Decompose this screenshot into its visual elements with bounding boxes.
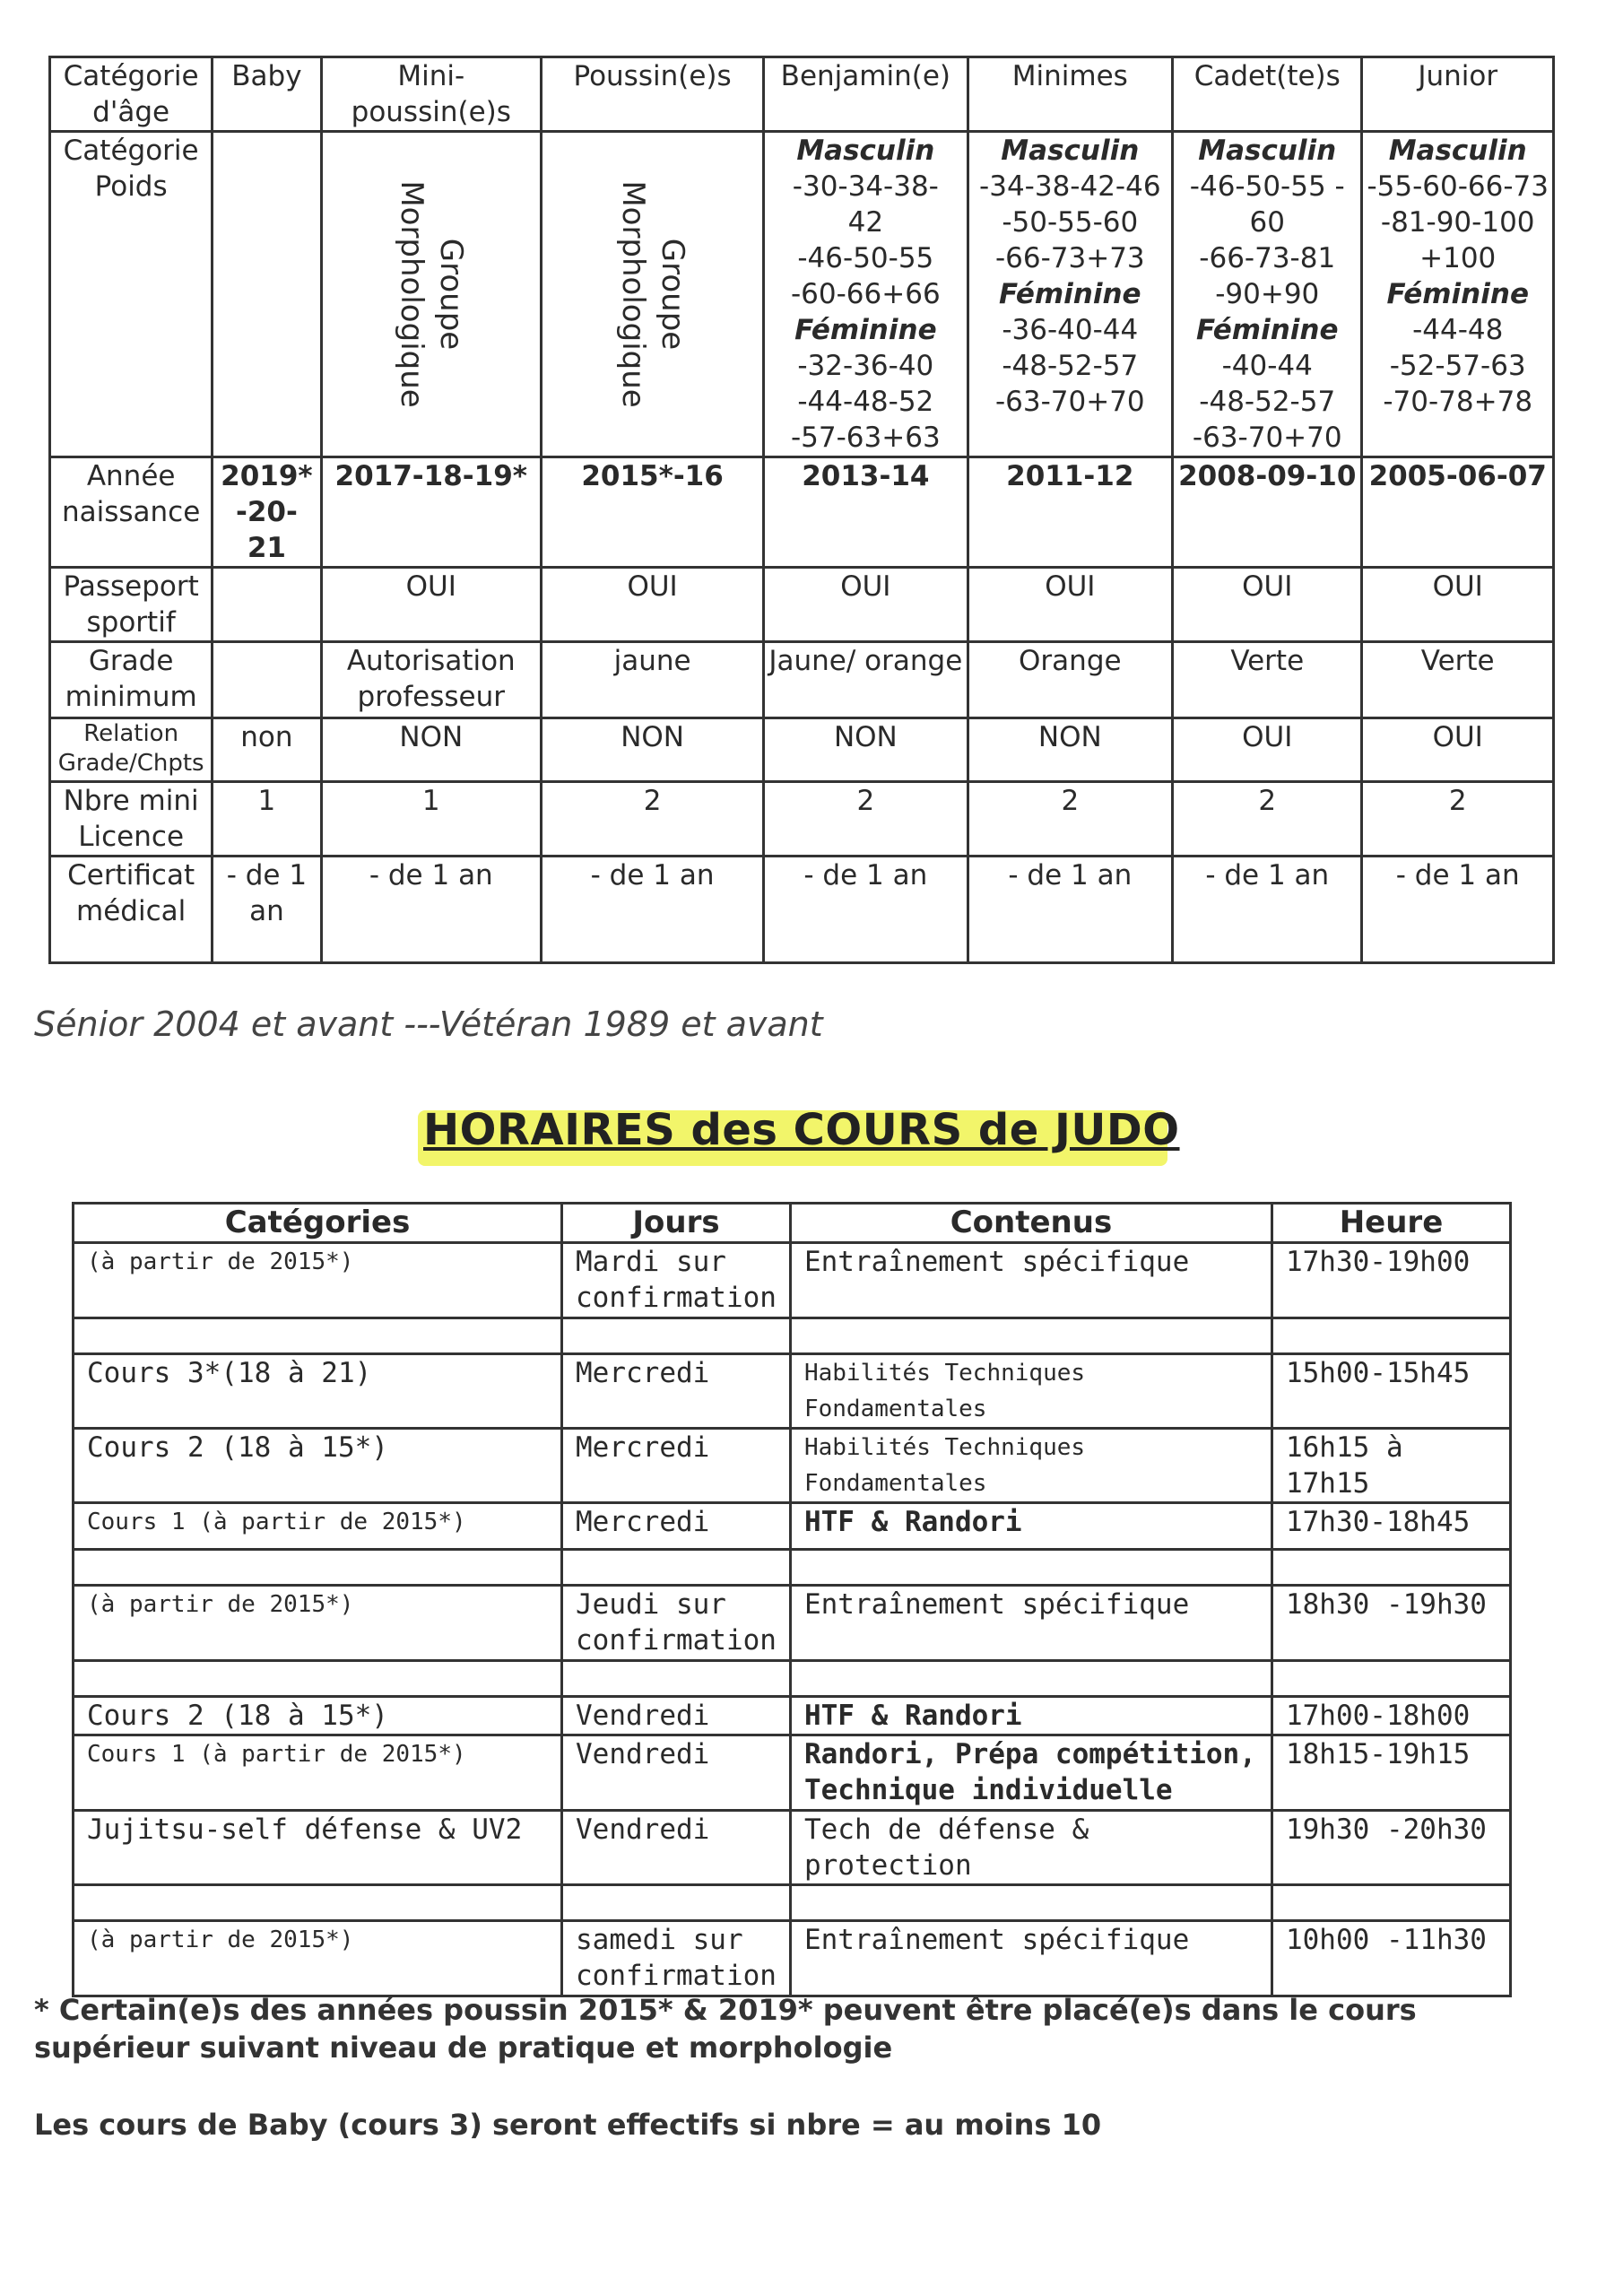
table-cell: 1	[321, 782, 542, 857]
table-cell: 2019* -20-21	[213, 457, 321, 568]
schedule-row	[74, 1429, 1511, 1503]
weight-value: -48-52-57	[1199, 386, 1336, 418]
senior-veteran-note: Sénior 2004 et avant ---Vétéran 1989 et avant	[34, 1004, 823, 1044]
header-categories: Catégories	[74, 1204, 562, 1243]
schedule-day	[562, 1550, 791, 1586]
weight-value: -46-50-55 -	[1189, 170, 1345, 203]
weight-value: -44-48-52	[797, 386, 934, 418]
schedule-day	[562, 1318, 791, 1354]
row-label: Nbre mini Licence	[50, 782, 213, 857]
weight-sex-label: Masculin	[796, 135, 935, 167]
weight-value: -30-34-38-	[792, 170, 939, 203]
weight-value: -81-90-100	[1380, 206, 1535, 239]
schedule-content: HTF & Randori	[790, 1503, 1271, 1550]
table-cell: - de 1 an	[968, 857, 1173, 963]
table-cell: NON	[968, 718, 1173, 782]
table-cell: non	[213, 718, 321, 782]
weight-sex-label: Masculin	[1388, 135, 1527, 167]
table-cell: Autorisation professeur	[321, 642, 542, 718]
row-label: Grade minimum	[50, 642, 213, 718]
schedule-time: 17h00-18h00	[1271, 1697, 1510, 1735]
table-cell: 2	[542, 782, 764, 857]
medical-row	[50, 857, 1554, 963]
weight-value: +100	[1419, 242, 1497, 274]
schedule-category: Cours 1 (à partir de 2015*)	[74, 1735, 562, 1811]
schedule-row	[74, 1243, 1511, 1318]
row-label: Relation Grade/Chpts	[50, 718, 213, 782]
table-cell: 2008-09-10	[1173, 457, 1362, 568]
weights-minimes	[968, 132, 1173, 457]
header-benjamin: Benjamin(e)	[764, 57, 968, 132]
table-cell: 2013-14	[764, 457, 968, 568]
table-cell: 2	[1173, 782, 1362, 857]
weight-value: -36-40-44	[1002, 314, 1139, 346]
weight-baby-cell	[213, 132, 321, 457]
schedule-content	[790, 1318, 1271, 1354]
schedule-day	[562, 1661, 791, 1697]
table-cell: 1	[213, 782, 321, 857]
weight-sex-label: Féminine	[1386, 278, 1529, 310]
weight-row-label: Catégorie Poids	[50, 132, 213, 457]
table-cell: Jaune/ orange	[764, 642, 968, 718]
schedule-time: 18h30 -19h30	[1271, 1586, 1510, 1661]
morpho-group-poussin: Groupe Morphologique	[542, 132, 764, 457]
table-cell: OUI	[1173, 718, 1362, 782]
category-header-row	[50, 57, 1554, 132]
table-cell: - de 1 an	[764, 857, 968, 963]
weight-value: -44-48	[1412, 314, 1504, 346]
schedule-time: 18h15-19h15	[1271, 1735, 1510, 1811]
schedule-table	[72, 1202, 1512, 1997]
weight-value: -48-52-57	[1002, 350, 1139, 382]
schedule-row	[74, 1354, 1511, 1429]
schedule-time: 15h00-15h45	[1271, 1354, 1510, 1429]
schedule-time: 10h00 -11h30	[1271, 1921, 1510, 1996]
schedule-body	[74, 1243, 1511, 1996]
schedule-content: Entraînement spécifique	[790, 1586, 1271, 1661]
table-cell: 2	[968, 782, 1173, 857]
table-cell: 2	[1362, 782, 1554, 857]
weights-junior	[1362, 132, 1554, 457]
table-cell: 2017-18-19*	[321, 457, 542, 568]
weight-value: 60	[1249, 206, 1285, 239]
table-cell: Verte	[1362, 642, 1554, 718]
schedule-day: samedi sur confirmation	[562, 1921, 791, 1996]
schedule-time: 17h30-19h00	[1271, 1243, 1510, 1318]
table-cell: Orange	[968, 642, 1173, 718]
weight-sex-label: Masculin	[1001, 135, 1140, 167]
table-cell: OUI	[764, 568, 968, 642]
schedule-content: Habilités Techniques Fondamentales	[790, 1354, 1271, 1429]
schedule-time	[1271, 1885, 1510, 1921]
schedule-row	[74, 1318, 1511, 1354]
table-cell: jaune	[542, 642, 764, 718]
schedule-day	[562, 1885, 791, 1921]
weight-value: -70-78+78	[1383, 386, 1533, 418]
schedule-content: HTF & Randori	[790, 1697, 1271, 1735]
table-cell: - de 1 an	[213, 857, 321, 963]
weight-value: -57-63+63	[790, 422, 941, 454]
schedule-category: Cours 2 (18 à 15*)	[74, 1429, 562, 1503]
weight-value: -66-73-81	[1199, 242, 1336, 274]
header-mini-poussin: Mini-poussin(e)s	[321, 57, 542, 132]
category-table	[48, 56, 1555, 964]
schedule-content	[790, 1550, 1271, 1586]
schedule-row	[74, 1735, 1511, 1811]
header-poussin: Poussin(e)s	[542, 57, 764, 132]
header-contents: Contenus	[790, 1204, 1271, 1243]
schedule-category: Jujitsu-self défense & UV2	[74, 1811, 562, 1885]
schedule-time	[1271, 1550, 1510, 1586]
licence-row	[50, 782, 1554, 857]
table-cell: 2011-12	[968, 457, 1173, 568]
row-label: Certificat médical	[50, 857, 213, 963]
weight-sex-label: Féminine	[999, 278, 1141, 310]
schedule-time: 19h30 -20h30	[1271, 1811, 1510, 1885]
weight-value: -66-73+73	[994, 242, 1145, 274]
morpho-group-mini: Groupe Morphologique	[321, 132, 542, 457]
footnote-placement: * Certain(e)s des années poussin 2015* & 2019* peuvent être placé(e)s dans le cours supérieur suivant niveau de pratique et morphologie	[34, 1993, 1417, 2065]
header-junior: Junior	[1362, 57, 1554, 132]
schedule-category: (à partir de 2015*)	[74, 1586, 562, 1661]
table-cell: Verte	[1173, 642, 1362, 718]
weight-row	[50, 132, 1554, 457]
schedule-row	[74, 1503, 1511, 1550]
weight-sex-label: Masculin	[1198, 135, 1337, 167]
schedule-row	[74, 1811, 1511, 1885]
weight-value: -60-66+66	[790, 278, 941, 310]
schedule-content: Habilités Techniques Fondamentales	[790, 1429, 1271, 1503]
schedule-row	[74, 1921, 1511, 1996]
schedule-day: Vendredi	[562, 1735, 791, 1811]
table-cell: OUI	[321, 568, 542, 642]
weight-value: -55-60-66-73	[1367, 170, 1549, 203]
schedule-category	[74, 1550, 562, 1586]
header-cadet: Cadet(te)s	[1173, 57, 1362, 132]
header-days: Jours	[562, 1204, 791, 1243]
schedule-content: Entraînement spécifique	[790, 1921, 1271, 1996]
weight-sex-label: Féminine	[794, 314, 937, 346]
schedule-title-block	[423, 1105, 1180, 1170]
schedule-row	[74, 1661, 1511, 1697]
table-cell: - de 1 an	[542, 857, 764, 963]
schedule-row	[74, 1885, 1511, 1921]
schedule-day: Vendredi	[562, 1811, 791, 1885]
schedule-category: (à partir de 2015*)	[74, 1243, 562, 1318]
table-cell: OUI	[1173, 568, 1362, 642]
schedule-content	[790, 1885, 1271, 1921]
table-cell: OUI	[1362, 568, 1554, 642]
schedule-day: Mercredi	[562, 1503, 791, 1550]
schedule-category	[74, 1661, 562, 1697]
schedule-content: Randori, Prépa compétition, Technique individuelle	[790, 1735, 1271, 1811]
weight-value: -32-36-40	[797, 350, 934, 382]
weight-sex-label: Féminine	[1195, 314, 1339, 346]
schedule-row	[74, 1550, 1511, 1586]
table-cell: - de 1 an	[321, 857, 542, 963]
table-cell: 2	[764, 782, 968, 857]
schedule-header-row	[74, 1204, 1511, 1243]
weight-value: -34-38-42-46	[979, 170, 1161, 203]
schedule-day: Mercredi	[562, 1429, 791, 1503]
table-cell: 2015*-16	[542, 457, 764, 568]
table-cell: NON	[764, 718, 968, 782]
schedule-day: Jeudi sur confirmation	[562, 1586, 791, 1661]
row-label: Année naissance	[50, 457, 213, 568]
schedule-time	[1271, 1318, 1510, 1354]
weight-value: -63-70+70	[1192, 422, 1342, 454]
schedule-time	[1271, 1661, 1510, 1697]
header-age-category: Catégorie d'âge	[50, 57, 213, 132]
weight-value: -40-44	[1221, 350, 1313, 382]
schedule-content: Tech de défense & protection	[790, 1811, 1271, 1885]
schedule-day: Mercredi	[562, 1354, 791, 1429]
table-cell: OUI	[542, 568, 764, 642]
schedule-category: (à partir de 2015*)	[74, 1921, 562, 1996]
table-cell: OUI	[1362, 718, 1554, 782]
schedule-day: Mardi sur confirmation	[562, 1243, 791, 1318]
header-baby: Baby	[213, 57, 321, 132]
grade-row	[50, 642, 1554, 718]
table-cell: - de 1 an	[1173, 857, 1362, 963]
schedule-title: HORAIRES des COURS de JUDO	[423, 1105, 1180, 1155]
weights-benjamin	[764, 132, 968, 457]
schedule-time: 16h15 à 17h15	[1271, 1429, 1510, 1503]
table-cell: NON	[321, 718, 542, 782]
header-time: Heure	[1271, 1204, 1510, 1243]
schedule-day: Vendredi	[562, 1697, 791, 1735]
passport-row	[50, 568, 1554, 642]
table-cell: NON	[542, 718, 764, 782]
schedule-row	[74, 1697, 1511, 1735]
row-label: Passeport sportif	[50, 568, 213, 642]
weight-value: -52-57-63	[1389, 350, 1526, 382]
schedule-category: Cours 3*(18 à 21)	[74, 1354, 562, 1429]
weight-value: -63-70+70	[994, 386, 1145, 418]
table-cell: OUI	[968, 568, 1173, 642]
weights-cadet	[1173, 132, 1362, 457]
weight-value: -46-50-55	[797, 242, 934, 274]
table-cell: 2005-06-07	[1362, 457, 1554, 568]
schedule-category: Cours 2 (18 à 15*)	[74, 1697, 562, 1735]
header-minimes: Minimes	[968, 57, 1173, 132]
schedule-category	[74, 1885, 562, 1921]
schedule-category	[74, 1318, 562, 1354]
table-cell	[213, 642, 321, 718]
table-cell: - de 1 an	[1362, 857, 1554, 963]
weight-value: 42	[847, 206, 884, 239]
table-cell	[213, 568, 321, 642]
schedule-content	[790, 1661, 1271, 1697]
schedule-content: Entraînement spécifique	[790, 1243, 1271, 1318]
schedule-row	[74, 1586, 1511, 1661]
birth-year-row	[50, 457, 1554, 568]
schedule-category: Cours 1 (à partir de 2015*)	[74, 1503, 562, 1550]
weight-value: -90+90	[1215, 278, 1320, 310]
weight-value: -50-55-60	[1002, 206, 1139, 239]
schedule-time: 17h30-18h45	[1271, 1503, 1510, 1550]
relation-row	[50, 718, 1554, 782]
footnote-baby: Les cours de Baby (cours 3) seront effectifs si nbre = au moins 10	[34, 2108, 1102, 2142]
